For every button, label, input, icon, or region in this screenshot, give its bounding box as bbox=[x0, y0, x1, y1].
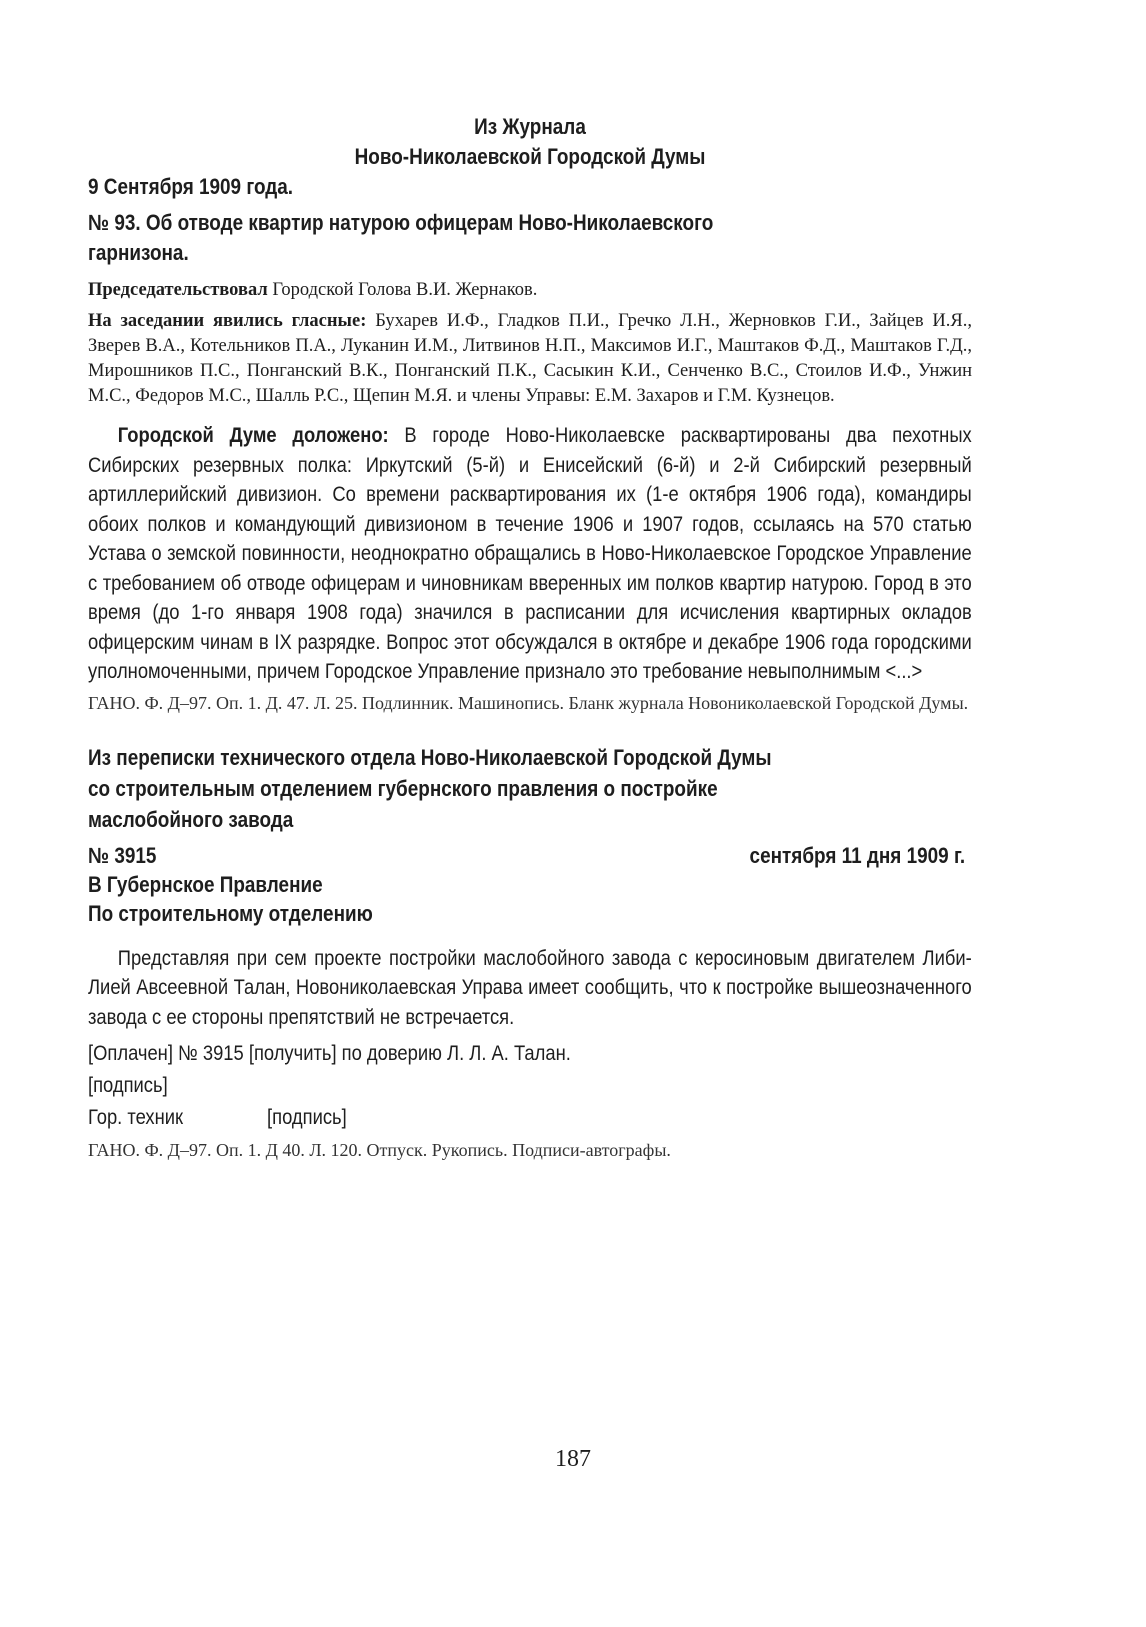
chair-label: Председательствовал bbox=[88, 280, 268, 300]
document-number: № 3915 bbox=[88, 842, 157, 868]
technician-label: Гор. техник bbox=[88, 1106, 184, 1129]
signature-line: [подпись] bbox=[88, 1074, 168, 1097]
report-text: В городе Ново-Николаевске расквартированы два пехотных Сибирских резервных полка: Иркутский (5-й) и Енисейский (6-й) и 2-й Сибирский резервный артиллерийский дивизион. Со времени расквартирования их (1-е октября 1906 года), командиры обоих полков и командующий дивизионом в течение 1906 и 1907 годов, ссылаясь на 570 статью Устава о земской повинности, неоднократно обращались в Ново-Николаевское Городское Управление с требованием об отводе офицерам и чиновникам вверенных им полков квартир натурою. Город в это время (до 1-го января 1908 года) значился в расписании для исчисления квартирных окладов офицерским чинам в IX разрядке. Вопрос этот обсуждался в октябре и декабре 1906 года городскими уполномоченными, причем Городское Управление признало это требование невыполнимым <...> bbox=[88, 424, 972, 683]
technician-signature: [подпись] bbox=[267, 1106, 347, 1129]
attendees-label: На заседании явились гласные: bbox=[88, 311, 367, 331]
paid-line: [Оплачен] № 3915 [получить] по доверию Л. Л. А. Талан. bbox=[88, 1042, 571, 1065]
chair-paragraph bbox=[88, 278, 972, 303]
correspondence-title-line1: Из переписки технического отдела Ново-Николаевской Городской Думы bbox=[88, 744, 772, 770]
attendees-paragraph bbox=[88, 309, 972, 409]
correspondence-title-line2: со строительным отделением губернского правления о постройке bbox=[88, 775, 718, 801]
address-line1: В Губернское Правление bbox=[88, 871, 323, 897]
item-heading-line1: № 93. Об отводе квартир натурою офицерам Ново-Николаевского bbox=[88, 210, 714, 235]
page-number: 187 bbox=[555, 1446, 591, 1472]
journal-title-line1: Из Журнала bbox=[474, 114, 586, 139]
document-date: сентября 11 дня 1909 г. bbox=[749, 842, 966, 868]
number-date-row bbox=[88, 841, 965, 870]
address-line2: По строительному отделению bbox=[88, 900, 373, 926]
correspondence-section bbox=[88, 742, 972, 1164]
correspondence-source-note: ГАНО. Ф. Д–97. Оп. 1. Д 40. Л. 120. Отпуск. Рукопись. Подписи-автографы. bbox=[88, 1140, 671, 1160]
report-label: Городской Думе доложено: bbox=[117, 424, 389, 447]
correspondence-title-line3: маслобойного завода bbox=[88, 806, 294, 832]
item-heading-line2: гарнизона. bbox=[88, 240, 189, 265]
journal-date: 9 Сентября 1909 года. bbox=[88, 174, 294, 199]
document-page bbox=[88, 112, 972, 1163]
chair-text: Городской Голова В.И. Жернаков. bbox=[267, 280, 538, 300]
journal-source-note: ГАНО. Ф. Д–97. Оп. 1. Д. 47. Л. 25. Подлинник. Машинопись. Бланк журнала Новониколаевской Городской Думы. bbox=[88, 692, 969, 713]
journal-title-line2: Ново-Николаевской Городской Думы bbox=[354, 144, 706, 169]
attendees-text: Бухарев И.Ф., Гладков П.И., Гречко Л.Н., Жерновков Г.И., Зайцев И.Я., Зверев В.А., Котельников П.А., Луканин И.М., Литвинов Н.П., Максимов И.Г., Маштаков Ф.Д., Маштаков Г.Д., Мирошников П.С., Понганский В.К., Понганский П.К., Сасыкин К.И., Сенченко В.С., Стоилов И.Ф., Унжин М.С., Федоров М.С., Шалль Р.С., Щепин М.Я. и члены Управы: Е.М. Захаров и Г.М. Кузнецов. bbox=[88, 311, 972, 406]
correspondence-body: Представляя при сем проекте постройки маслобойного завода с керосиновым двигателем Либи-Лией Авсеевной Талан, Новониколаевская Управа имеет сообщить, что к постройке вышеозначенного завода с ее стороны препятствий не встречается. bbox=[88, 946, 972, 1029]
technician-line bbox=[88, 1102, 862, 1134]
journal-section bbox=[88, 112, 972, 716]
correspondence-title bbox=[88, 742, 965, 835]
report-paragraph bbox=[88, 421, 972, 687]
